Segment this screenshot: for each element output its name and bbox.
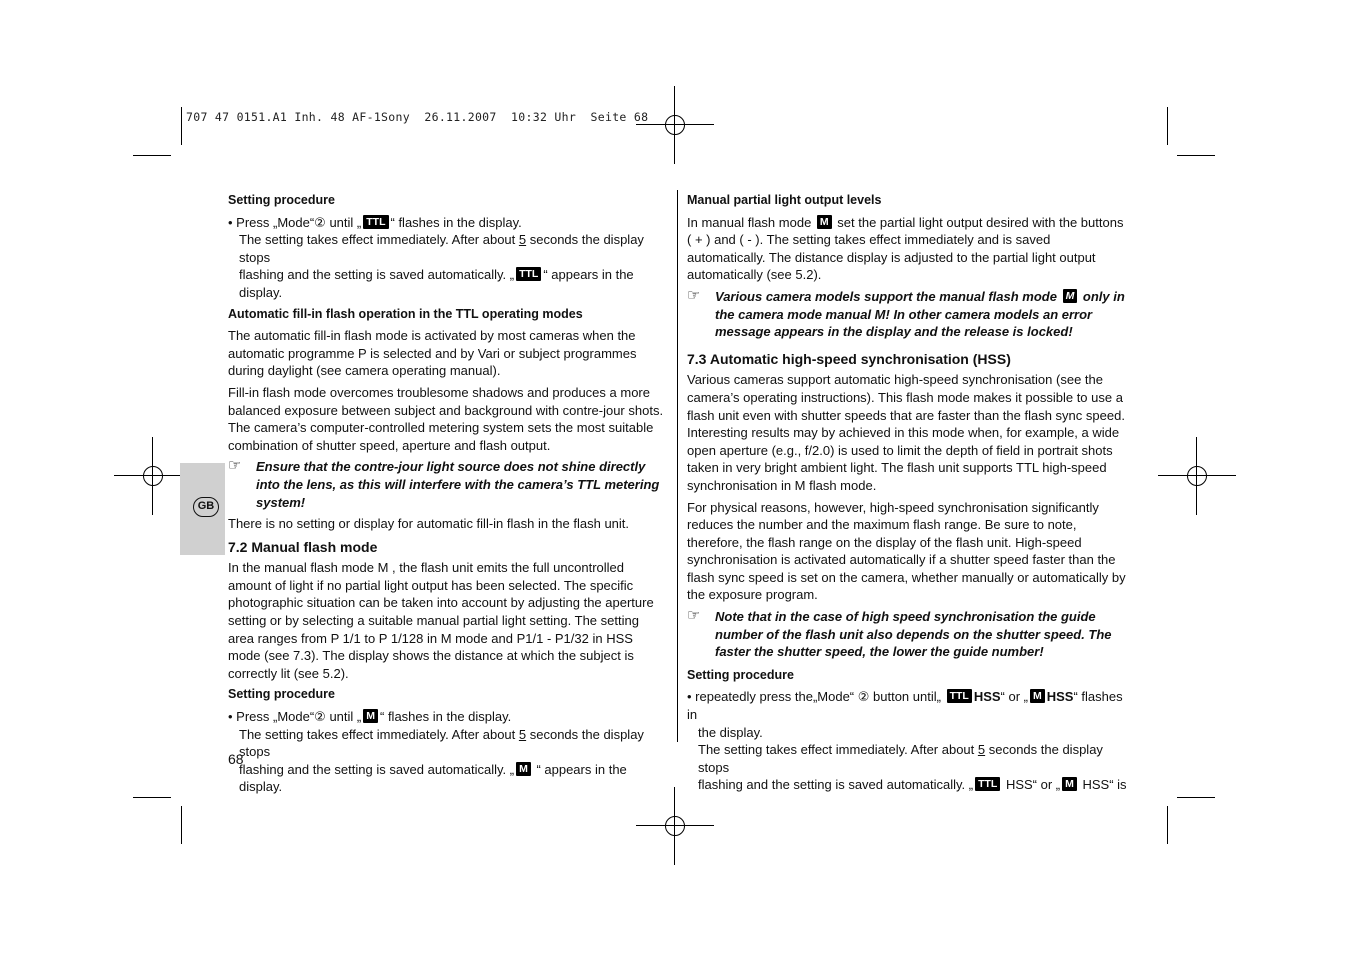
ttl-icon: TTL	[516, 267, 541, 281]
setting-procedure-heading: Setting procedure	[687, 667, 794, 682]
section-heading: 7.2 Manual flash mode	[228, 538, 378, 555]
list-item: • repeatedly press the„Mode“ ② button until„ TTL HSS“ or „ M HSS“ flashes in the display. The setting takes effect immediately. After about 5 seconds the display stops flashing and the setting is saved automatically. „ TTL HSS“ or „ M HSS“ is	[687, 689, 1127, 793]
pointing-hand-icon: ☞	[687, 607, 701, 625]
manual-mode-icon: M	[1030, 689, 1045, 703]
pointing-hand-icon: ☞	[228, 457, 242, 475]
crop-mark	[133, 155, 171, 156]
note: ☞ Ensure that the contre-jour light source does not shine directly into the lens, as this will interfere with the camera’s TTL metering system!	[228, 457, 660, 510]
crop-mark	[1167, 107, 1168, 145]
crop-mark	[1177, 155, 1215, 156]
paragraph: In manual flash mode M set the partial light output desired with the buttons ( + ) and ( - ). The setting takes effect immediately and is saved automatically. The distance display is adjusted to the partial light output automatically (see 5.2).	[687, 214, 1124, 283]
page-number: 68	[228, 751, 244, 767]
section-subheading: Manual partial light output levels	[687, 193, 882, 207]
crop-mark	[1177, 797, 1215, 798]
ttl-icon: TTL	[947, 689, 972, 703]
setting-procedure-heading: Setting procedure	[228, 193, 335, 207]
section-heading: 7.3 Automatic high-speed synchronisation (HSS)	[687, 350, 1011, 367]
crop-mark	[181, 107, 182, 145]
list-item: • Press „Mode“② until „ TTL “ flashes in the display. The setting takes effect immediately. After about 5 seconds the display stops flashing and the setting is saved automatically. „ TTL “ appears in the display.	[228, 214, 644, 300]
print-slug: 707 47 0151.A1 Inh. 48 AF-1Sony 26.11.2007 10:32 Uhr Seite 68	[186, 110, 649, 124]
note: ☞ Various camera models support the manual flash mode M only in the camera mode manual M! In other camera models an error message appears in the display and the release is locked!	[687, 286, 1125, 340]
setting-procedure-heading: Setting procedure	[228, 687, 335, 702]
manual-mode-icon: M	[817, 215, 832, 229]
crop-mark	[181, 806, 182, 844]
ttl-icon: TTL	[363, 215, 388, 229]
ttl-icon: TTL	[975, 777, 1000, 791]
registration-mark-icon	[1158, 437, 1236, 515]
section-subheading: Automatic fill-in flash operation in the TTL operating modes	[228, 306, 583, 321]
paragraph: Fill-in flash mode overcomes troublesome shadows and produces a more balanced exposure between subject and background with contre-jour shots. The camera’s computer-controlled metering system sets the most suitable combination of shutter speed, aperture and flash output.	[228, 384, 664, 453]
right-column	[687, 192, 1130, 798]
registration-mark-icon	[636, 86, 714, 164]
manual-mode-icon: M	[1063, 289, 1078, 303]
left-column	[228, 192, 668, 800]
manual-mode-icon: M	[516, 762, 531, 776]
language-badge: GB	[193, 497, 219, 517]
paragraph: Various cameras support automatic high-speed synchronisation (see the camera’s operating instructions). This flash mode makes it possible to use a flash unit even with shutter speeds that are faster than the flash sync speed. Interesting results may by achieved in this mode when, for example, a wide open aperture (e.g., f/2.0) is used to limit the depth of field in portrait shots taken in very bright ambient light. The flash unit supports TTL high-speed synchronisation in M flash mode.	[687, 372, 1125, 493]
column-divider	[677, 190, 678, 742]
crop-mark	[133, 797, 171, 798]
pointing-hand-icon: ☞	[687, 286, 701, 304]
manual-mode-icon: M	[363, 709, 378, 723]
paragraph: For physical reasons, however, high-speed synchronisation significantly reduces the number and the maximum flash range. Be sure to note, therefore, the flash range on the display of the flash unit. High-speed synchronisation is activated automatically if a shutter speed faster than the flash sync speed is set on the camera, whether manually or automatically by the exposure program.	[687, 499, 1126, 603]
manual-mode-icon: M	[1062, 777, 1077, 791]
crop-mark	[1167, 806, 1168, 844]
note: ☞ Note that in the case of high speed synchronisation the guide number of the flash unit also depends on the shutter speed. The faster the shutter speed, the lower the guide number!	[687, 607, 1112, 660]
paragraph: The automatic fill-in flash mode is activated by most cameras when the automatic programme P is selected and by Vari or subject programmes during daylight (see camera operating manual).	[228, 328, 637, 379]
paragraph: There is no setting or display for automatic fill-in flash in the flash unit.	[228, 516, 630, 532]
list-item: • Press „Mode“② until „ M “ flashes in the display. The setting takes effect immediately. After about 5 seconds the display stops flashing and the setting is saved automatically. „ M “ appears in the display.	[228, 709, 644, 795]
paragraph: In the manual flash mode M , the flash unit emits the full uncontrolled amount of light if no partial light output has been selected. The specific photographic situation can be taken into account by adjusting the aperture setting or by selecting a suitable manual partial light setting. The setting area ranges from P 1/1 to P 1/128 in M mode and P1/1 - P1/32 in HSS mode (see 7.3). The display shows the distance at which the subject is correctly lit (see 5.2).	[228, 560, 654, 681]
